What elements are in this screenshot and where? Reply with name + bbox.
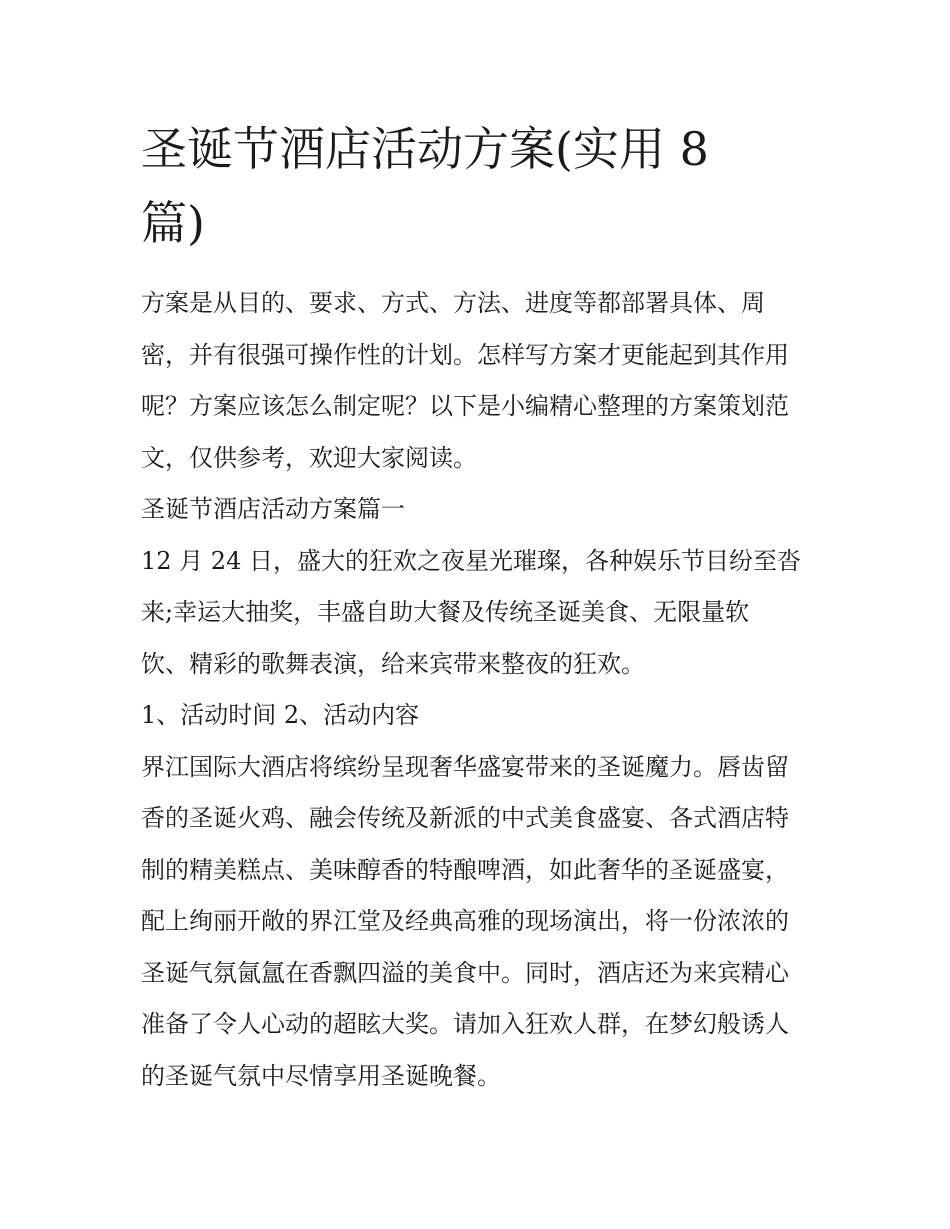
document-body (141, 278, 821, 1102)
text-line: 来;幸运大抽奖，丰盛自助大餐及传统圣诞美食、无限量软 (141, 598, 750, 626)
text-line: 界江国际大酒店将缤纷呈现奢华盛宴带来的圣诞魔力。唇齿留 (141, 752, 789, 781)
title-line-2: 篇) (141, 196, 205, 250)
text-line: 准备了令人心动的超眩大奖。请加入狂欢人群，在梦幻般诱人 (141, 1010, 789, 1038)
text-line: 呢？方案应该怎么制定呢？以下是小编精心整理的方案策划范 (141, 392, 789, 420)
text-line: 饮、精彩的歌舞表演，给来宾带来整夜的狂欢。 (141, 649, 645, 678)
section-heading: 圣诞节酒店活动方案篇一 (141, 495, 405, 523)
text-line: 密，并有很强可操作性的计划。怎样写方案才更能起到其作用 (141, 340, 789, 369)
text-line: 制的精美糕点、美味醇香的特酿啤酒，如此奢华的圣诞盛宴， (141, 855, 789, 884)
text-line: 的圣诞气氛中尽情享用圣诞晚餐。 (141, 1061, 501, 1090)
text-line: 12 月 24 日，盛大的狂欢之夜星光璀璨，各种娱乐节目纷至沓 (141, 546, 801, 575)
text-line: 圣诞气氛氤氲在香飘四溢的美食中。同时，酒店还为来宾精心 (141, 958, 789, 987)
text-line: 配上绚丽开敞的界江堂及经典高雅的现场演出，将一份浓浓的 (141, 907, 789, 935)
text-line: 方案是从目的、要求、方式、方法、进度等都部署具体、周 (141, 289, 765, 317)
text-line: 文，仅供参考，欢迎大家阅读。 (141, 443, 477, 472)
list-heading: 1、活动时间 2、活动内容 (141, 701, 420, 729)
title-line-1: 圣诞节酒店活动方案(实用 8 (141, 122, 709, 176)
text-line: 香的圣诞火鸡、融会传统及新派的中式美食盛宴、各式酒店特 (141, 804, 789, 832)
document-title (141, 112, 821, 260)
